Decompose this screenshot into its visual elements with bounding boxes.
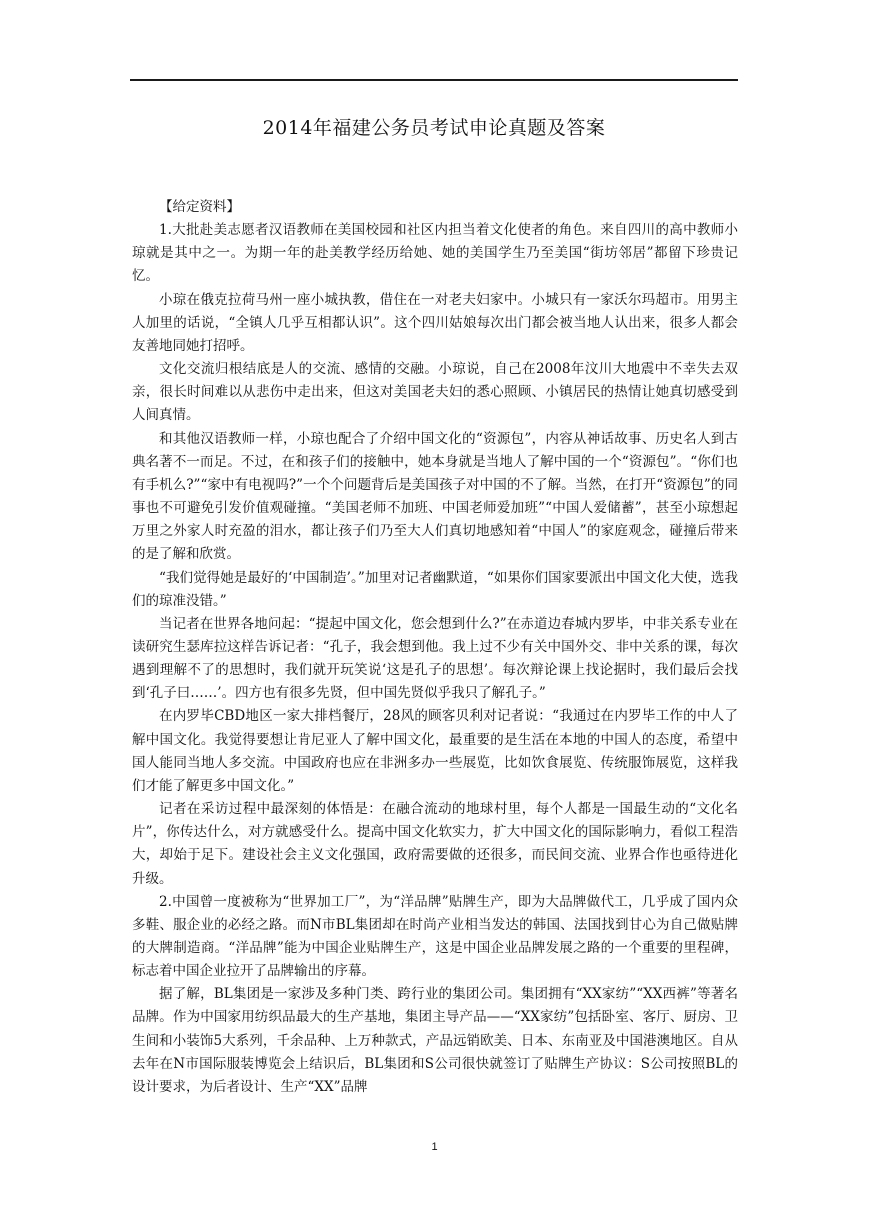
paragraph-5: “我们觉得她是最好的‘中国制造’。”加里对记者幽默道，“如果你们国家要派出中国文化大使，选我们的琼准没错。”: [132, 569, 738, 609]
paragraph-7: 在内罗毕CBD地区一家大排档餐厅，28风的顾客贝利对记者说：“我通过在内罗毕工作的中人了解中国文化。我觉得要想让肯尼亚人了解中国文化，最重要的是生活在本地的中国人的态度，希望中国人能同当地人多交流。中国政府也应在非洲多办一些展览，比如饮食展览、传统服饰展览，这样我们才能了解更多中国文化。”: [132, 708, 738, 794]
document-body: [132, 196, 738, 1099]
document-title: 2014年福建公务员考试申论真题及答案: [262, 117, 606, 139]
paragraph-2: 小琼在俄克拉荷马州一座小城执教，借住在一对老夫妇家中。小城只有一家沃尔玛超市。用男主人加里的话说，“全镇人几乎互相都认识”。这个四川姑娘每次出门都会被当地人认出来，很多人都会友善地同她打招呼。: [132, 291, 738, 354]
header-rule: [130, 79, 738, 81]
paragraph-9: 2.中国曾一度被称为“世界加工厂”，为“洋品牌”贴牌生产，即为大品牌做代工，几乎成了国内众多鞋、服企业的必经之路。而N市BL集团却在时尚产业相当发达的韩国、法国找到甘心为自己做贴牌的大牌制造商。“洋品牌”能为中国企业贴牌生产，这是中国企业品牌发展之路的一个重要的里程碑，标志着中国企业拉开了品牌输出的序幕。: [132, 893, 738, 980]
paragraph-8: 记者在采访过程中最深刻的体悟是：在融合流动的地球村里，每个人都是一国最生动的“文化名片”，你传达什么，对方就感受什么。提高中国文化软实力，扩大中国文化的国际影响力，看似工程浩大，却始于足下。建设社会主义文化强国，政府需要做的还很多，而民间交流、业界合作也亟待进化升级。: [132, 801, 738, 887]
paragraph-10: 据了解，BL集团是一家涉及多种门类、跨行业的集团公司。集团拥有“XX家纺”“XX西裤”等著名品牌。作为中国家用纺织品最大的生产基地，集团主导产品——“XX家纺”包括卧室、客厅、厨房、卫生间和小装饰5大系列，千余品种、上万种款式，产品远销欧美、日本、东南亚及中国港澳地区。自从去年在N市国际服装博览会上结识后，BL集团和S公司很快就签订了贴牌生产协议：S公司按照BL的设计要求，为后者设计、生产“XX”品牌: [132, 986, 738, 1095]
paragraph-4: 和其他汉语教师一样，小琼也配合了介绍中国文化的“资源包”，内容从神话故事、历史名人到古典名著不一而足。不过，在和孩子们的接触中，她本身就是当地人了解中国的一个“资源包”。“你们也有手机么?”“家中有电视吗?”一个个问题背后是美国孩子对中国的不了解。当然，在打开“资源包”的同事也不可避免引发价值观碰撞。“美国老师不加班、中国老师爱加班”“中国人爱储蓄”，甚至小琼想起万里之外家人时充盈的泪水，都让孩子们乃至大人们真切地感知着“中国人”的家庭观念，碰撞后带来的是了解和欣赏。: [132, 430, 738, 563]
paragraph-1: 1.大批赴美志愿者汉语教师在美国校园和社区内担当着文化使者的角色。来自四川的高中教师小琼就是其中之一。为期一年的赴美教学经历给她、她的美国学生乃至美国“街坊邻居”都留下珍贵记忆。: [132, 222, 738, 285]
section-label: 【给定资料】: [159, 199, 240, 215]
page-number: 1: [431, 1141, 438, 1153]
paragraph-3: 文化交流归根结底是人的交流、感情的交融。小琼说，自己在2008年汶川大地震中不幸失去双亲，很长时间难以从悲伤中走出来，但这对美国老夫妇的悉心照顾、小镇居民的热情让她真切感受到人间真情。: [132, 361, 738, 424]
paragraph-6: 当记者在世界各地问起：“提起中国文化，您会想到什么?”在赤道边春城内罗毕，中非关系专业在读研究生瑟库拉这样告诉记者：“孔子，我会想到他。我上过不少有关中国外交、非中关系的课，每次遇到理解不了的思想时，我们就开玩笑说‘这是孔子的思想’。每次辩论课上找论据时，我们最后会找到‘孔子曰……’。四方也有很多先贤，但中国先贤似乎我只了解孔子。”: [132, 615, 738, 702]
